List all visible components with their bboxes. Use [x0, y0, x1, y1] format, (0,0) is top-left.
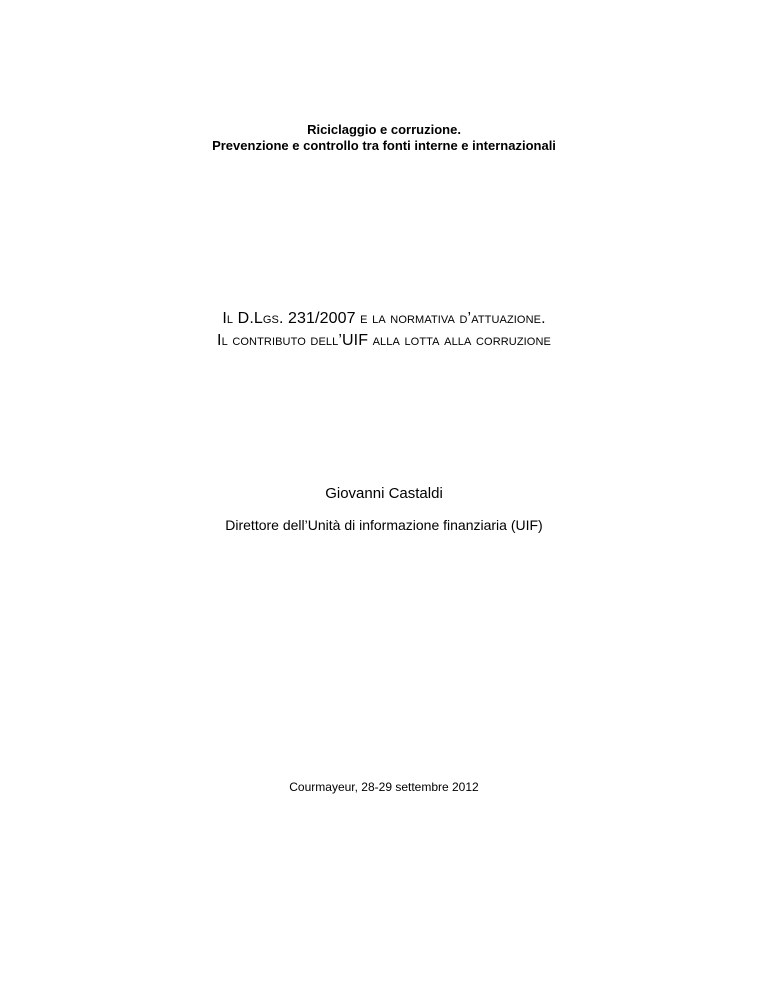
author-role: Direttore dell’Unità di informazione finanziaria (UIF)	[225, 517, 543, 533]
author-name: Giovanni Castaldi	[325, 485, 443, 502]
speech-title-line-2: Il contributo dell’UIF alla lotta alla corruzione	[217, 332, 551, 349]
conference-title-line-1: Riciclaggio e corruzione.	[307, 122, 461, 137]
speech-title-line-1: Il D.Lgs. 231/2007 e la normativa d’attuazione.	[222, 310, 546, 327]
conference-title-line-2: Prevenzione e controllo tra fonti interne e internazionali	[212, 138, 556, 153]
place-date: Courmayeur, 28-29 settembre 2012	[289, 780, 479, 794]
